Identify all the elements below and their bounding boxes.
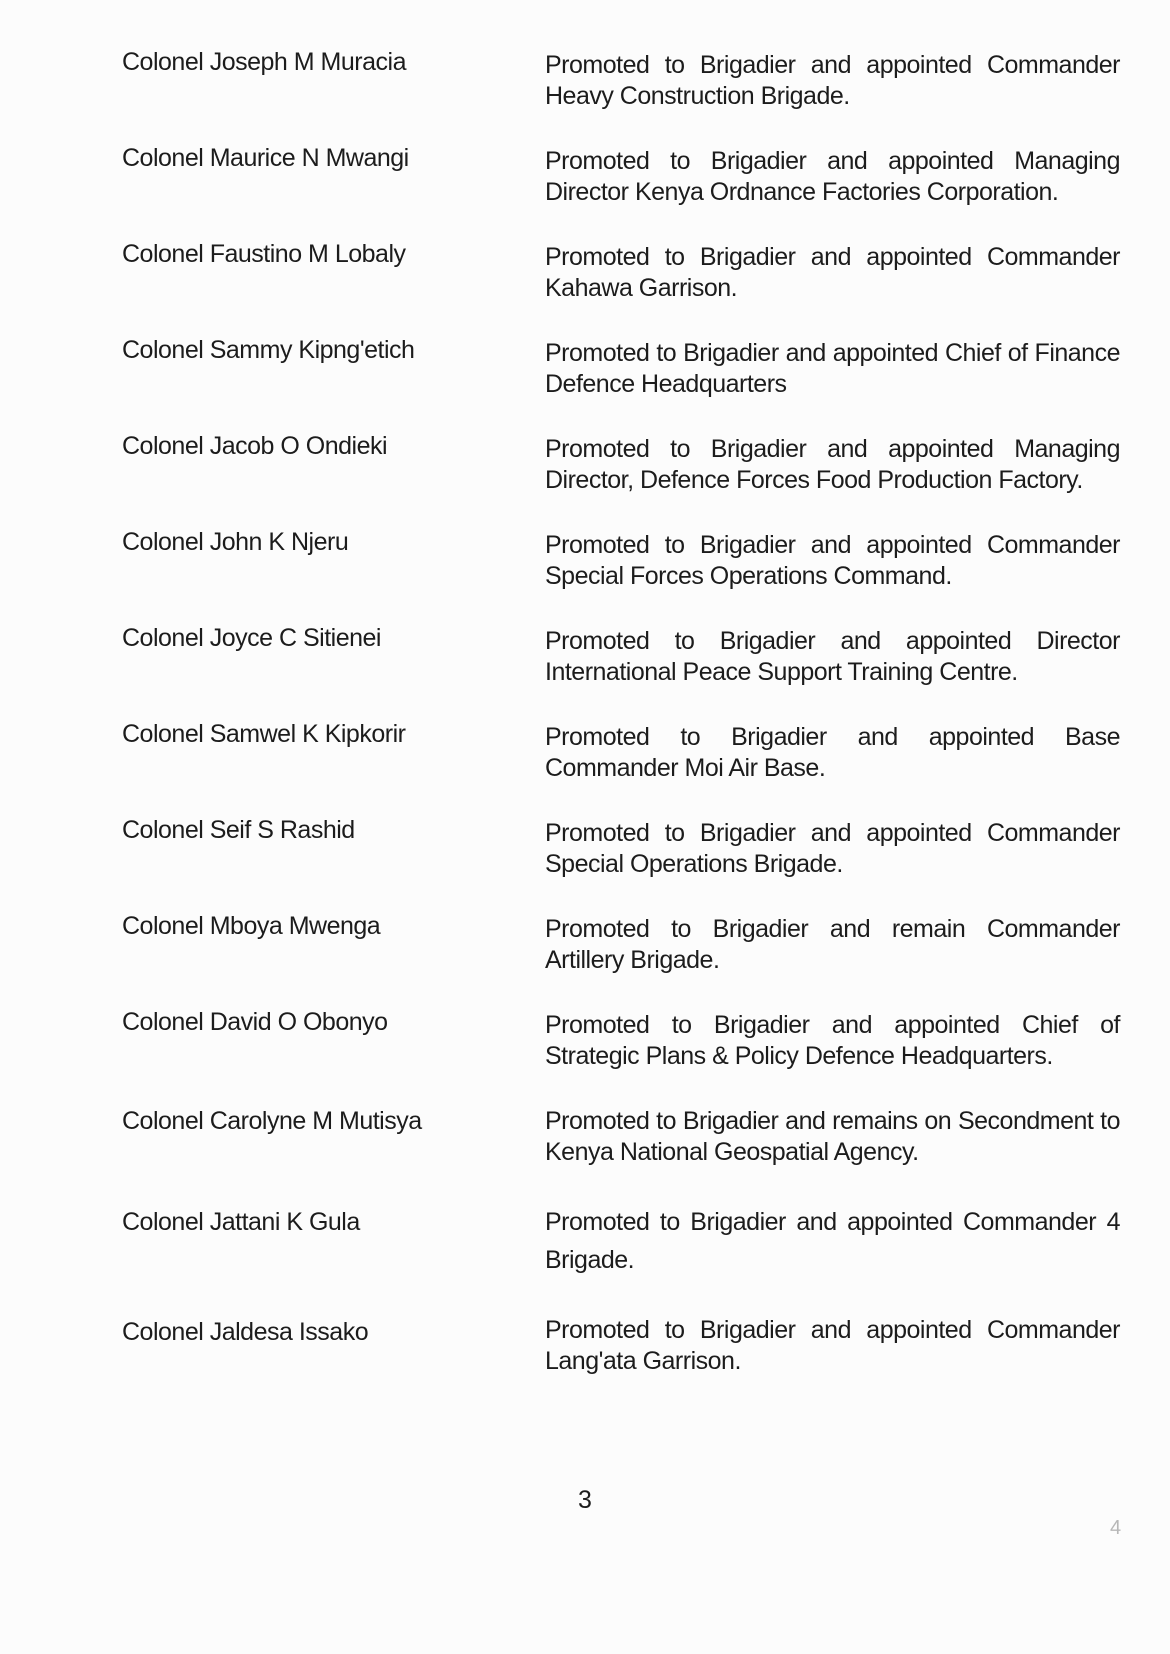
officer-name: Colonel Carolyne M Mutisya	[122, 1107, 422, 1135]
officer-name: Colonel Maurice N Mwangi	[122, 144, 409, 172]
officer-name: Colonel Mboya Mwenga	[122, 912, 381, 940]
appointment-text: Promoted to Brigadier and appointed Chief of Strategic Plans & Policy Defence Headquarters.	[545, 1011, 1120, 1070]
appointment-text: Promoted to Brigadier and remains on Secondment to Kenya National Geospatial Agency.	[545, 1107, 1120, 1166]
officer-name: Colonel David O Obonyo	[122, 1008, 388, 1036]
appointment-text: Promoted to Brigadier and appointed Chief of Finance Defence Headquarters	[545, 339, 1120, 398]
officer-name: Colonel Sammy Kipng'etich	[122, 336, 415, 364]
officer-name: Colonel Samwel K Kipkorir	[122, 720, 406, 748]
officer-name: Colonel Joyce C Sitienei	[122, 624, 381, 652]
margin-pencil-mark: 4	[1110, 1517, 1122, 1539]
appointment-text: Promoted to Brigadier and remain Commander Artillery Brigade.	[545, 915, 1120, 974]
officer-name: Colonel John K Njeru	[122, 528, 349, 556]
appointment-text: Promoted to Brigadier and appointed Commander Special Forces Operations Command.	[545, 531, 1120, 590]
appointment-text: Promoted to Brigadier and appointed Director International Peace Support Training Centre.	[545, 627, 1120, 686]
appointment-text: Promoted to Brigadier and appointed Commander Special Operations Brigade.	[545, 819, 1120, 878]
appointment-text: Promoted to Brigadier and appointed Managing Director Kenya Ordnance Factories Corporation.	[545, 147, 1120, 206]
appointment-text: Promoted to Brigadier and appointed Managing Director, Defence Forces Food Production Factory.	[545, 435, 1120, 494]
appointment-text: Promoted to Brigadier and appointed Commander Lang'ata Garrison.	[545, 1316, 1120, 1375]
officer-name: Colonel Jaldesa Issako	[122, 1318, 369, 1346]
officer-name: Colonel Faustino M Lobaly	[122, 240, 406, 268]
officer-name: Colonel Seif S Rashid	[122, 816, 355, 844]
appointment-text: Promoted to Brigadier and appointed Commander Heavy Construction Brigade.	[545, 51, 1120, 110]
page-number: 3	[578, 1486, 592, 1514]
appointment-text: Promoted to Brigadier and appointed Base Commander Moi Air Base.	[545, 723, 1120, 782]
officer-name: Colonel Jattani K Gula	[122, 1208, 360, 1236]
officer-name: Colonel Jacob O Ondieki	[122, 432, 388, 460]
appointment-text: Promoted to Brigadier and appointed Commander Kahawa Garrison.	[545, 243, 1120, 302]
officer-name: Colonel Joseph M Muracia	[122, 48, 406, 76]
appointment-text: Promoted to Brigadier and appointed Commander 4 Brigade.	[545, 1208, 1120, 1274]
